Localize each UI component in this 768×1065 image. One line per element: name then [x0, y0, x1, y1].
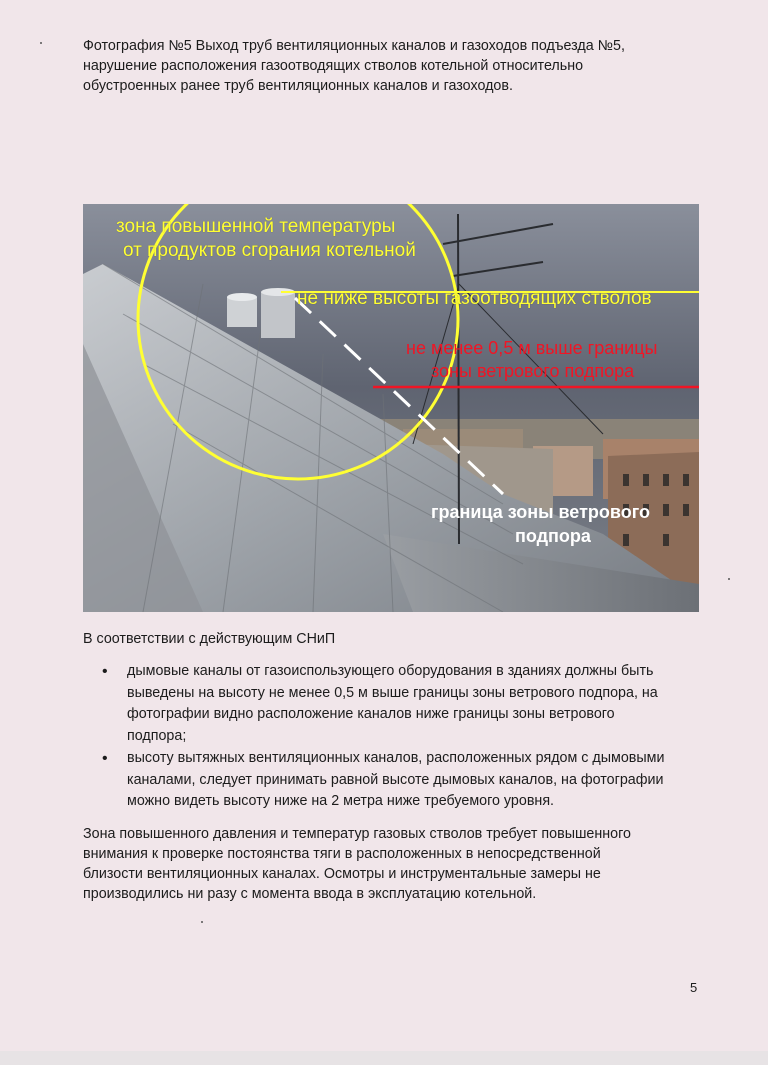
- rooftop-illustration: [83, 204, 699, 612]
- wind-boundary-label-line2: подпора: [515, 526, 591, 546]
- list-item-line: фотографии видно расположение каналов ниже границы зоны ветрового: [127, 706, 615, 722]
- caption-line: нарушение расположения газоотводящих стволов котельной относительно: [83, 58, 584, 74]
- rooftop-photo: [83, 204, 699, 612]
- scan-speck: [40, 42, 42, 44]
- window: [663, 504, 669, 516]
- bullet-icon: •: [102, 663, 108, 680]
- window: [623, 474, 629, 486]
- window: [663, 534, 669, 546]
- min-above-label-line1: не менее 0,5 м выше границы: [406, 338, 658, 358]
- window: [683, 474, 689, 486]
- photo-caption: [83, 36, 683, 96]
- caption-line: Фотография №5 Выход труб вентиляционных каналов и газоходов подъезда №5,: [83, 38, 625, 54]
- conclusion-line: производились ни разу с момента ввода в эксплуатацию котельной.: [83, 886, 537, 902]
- list-item-line: выведены на высоту не менее 0,5 м выше границы зоны ветрового подпора, на: [127, 684, 658, 701]
- list-item-line: высоту вытяжных вентиляционных каналов, расположенных рядом с дымовыми: [127, 750, 665, 766]
- not-below-label: не ниже высоты газоотводящих стволов: [297, 288, 652, 309]
- min-above-label-line2: зоны ветрового подпора: [431, 361, 635, 381]
- list-item: [83, 748, 703, 813]
- scan-speck: [201, 921, 203, 923]
- conclusion-line: Зона повышенного давления и температур газовых стволов требует повышенного: [83, 826, 631, 842]
- list-item-line: каналами, следует принимать равной высоте дымовых каналов, на фотографии: [127, 771, 664, 788]
- scan-edge: [0, 1051, 768, 1065]
- page-number: 5: [690, 980, 698, 995]
- list-item-line: дымовые каналы от газоиспользующего оборудования в зданиях должны быть: [127, 663, 654, 679]
- heat-zone-label-line2: от продуктов сгорания котельной: [123, 240, 416, 261]
- wind-boundary-label-line1: граница зоны ветрового: [431, 502, 650, 522]
- window: [623, 534, 629, 546]
- intro-text: В соответствии с действующим СНиП: [83, 631, 336, 647]
- conclusion-paragraph: [83, 824, 703, 904]
- window: [663, 474, 669, 486]
- conclusion-line: близости вентиляционных каналах. Осмотры и инструментальные замеры не: [83, 866, 601, 882]
- requirements-list: [83, 661, 703, 814]
- conclusion-line: внимания к проверке постоянства тяги в расположенных в непосредственной: [83, 846, 601, 862]
- scan-speck: [728, 578, 730, 580]
- bullet-icon: •: [102, 750, 108, 767]
- list-item: [83, 661, 703, 747]
- window: [683, 504, 689, 516]
- caption-line: обустроенных ранее труб вентиляционных каналов и газоходов.: [83, 78, 513, 94]
- list-item-line: можно видеть высоту ниже на 2 метра ниже требуемого уровня.: [127, 793, 555, 809]
- heat-zone-label-line1: зона повышенной температуры: [116, 216, 396, 237]
- window: [643, 474, 649, 486]
- list-item-line: подпора;: [127, 727, 187, 744]
